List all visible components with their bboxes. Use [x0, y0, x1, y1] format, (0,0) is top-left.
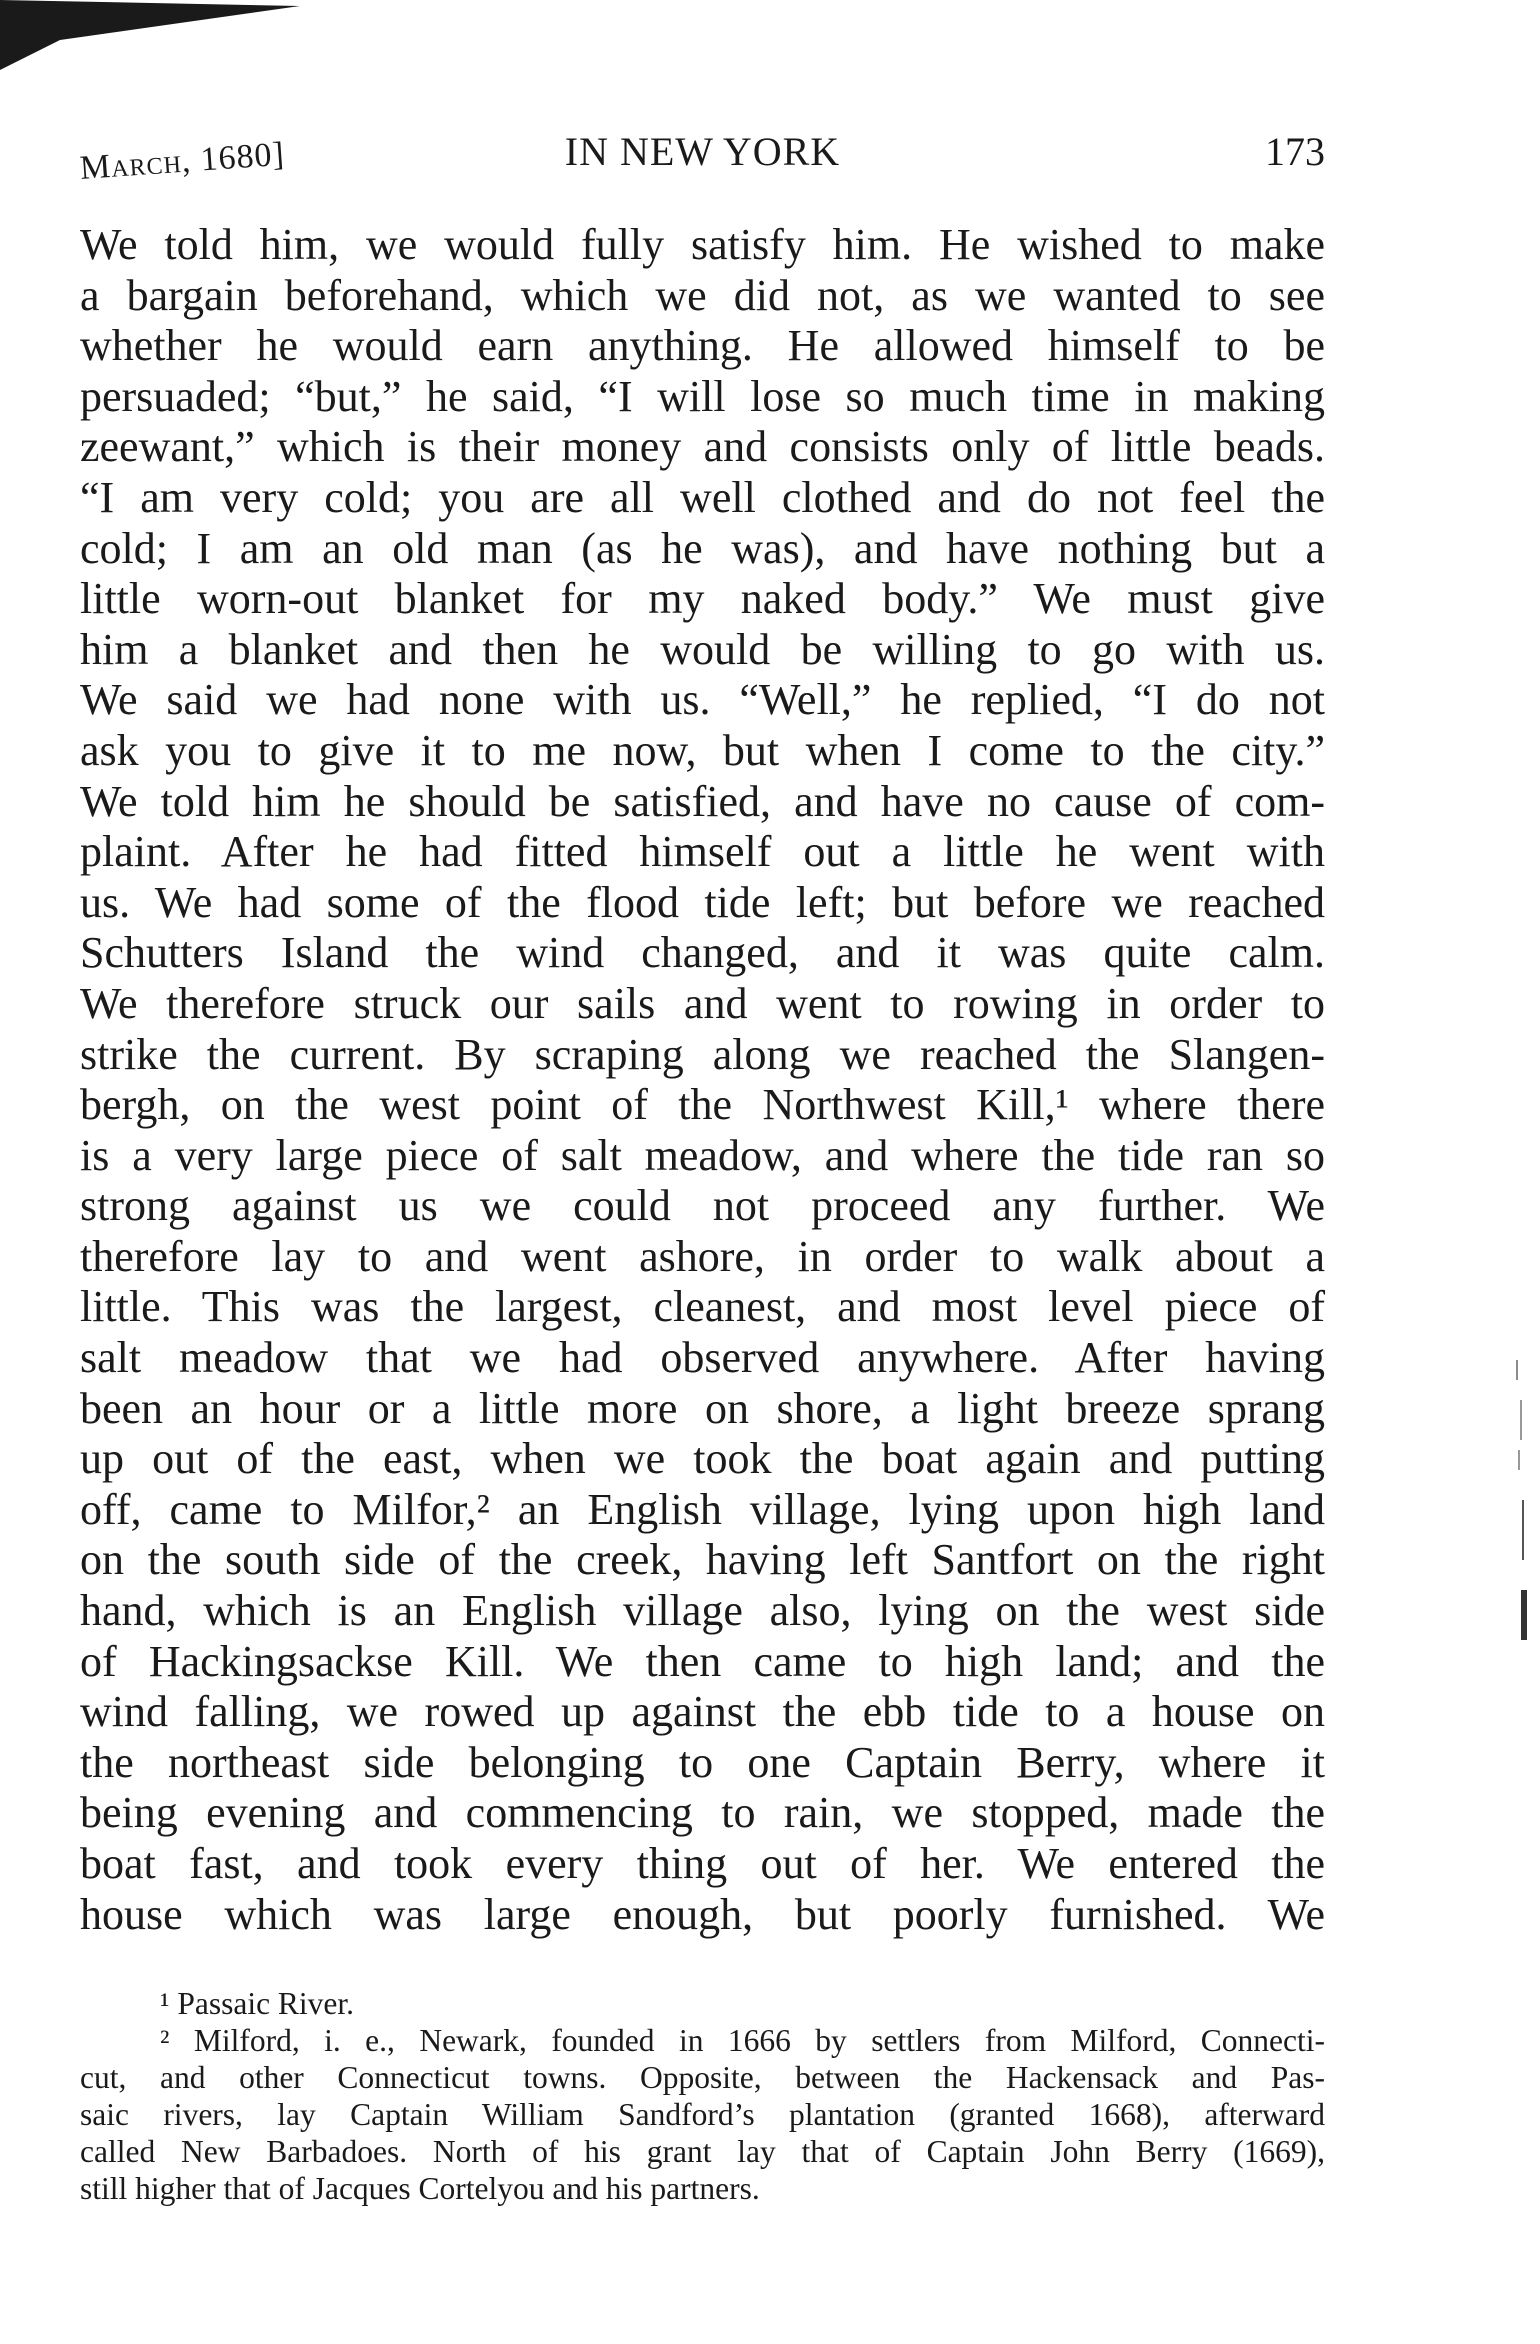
body-line: strong against us we could not proceed any further. We: [80, 1181, 1325, 1231]
body-line: cold; I am an old man (as he was), and have nothing but a: [80, 523, 1325, 573]
body-line: is a very large piece of salt meadow, and where the tide ran so: [80, 1130, 1325, 1180]
body-line: therefore lay to and went ashore, in order to walk about a: [80, 1231, 1325, 1281]
body-line: him a blanket and then he would be willing to go with us.: [80, 624, 1325, 674]
footnote-line: called New Barbadoes. North of his grant lay that of Captain John Berry (1669),: [80, 2134, 1325, 2169]
body-line: a bargain beforehand, which we did not, as we wanted to see: [80, 270, 1325, 320]
body-line: been an hour or a little more on shore, a light breeze sprang: [80, 1383, 1325, 1433]
body-line: persuaded; “but,” he said, “I will lose so much time in making: [80, 371, 1325, 421]
body-line: “I am very cold; you are all well clothed and do not feel the: [80, 472, 1325, 522]
footnotes: [80, 1985, 1325, 2207]
body-line: strike the current. By scraping along we reached the Slangen-: [80, 1029, 1325, 1079]
footnote-line: saic rivers, lay Captain William Sandford’s plantation (granted 1668), afterward: [80, 2097, 1325, 2132]
running-head: [80, 128, 1325, 188]
body-line: of Hackingsackse Kill. We then came to high land; and the: [80, 1636, 1325, 1686]
body-line: We told him, we would fully satisfy him. He wished to make: [80, 220, 1325, 269]
body-line: We said we had none with us. “Well,” he replied, “I do not: [80, 675, 1325, 725]
body-line: up out of the east, when we took the boat again and putting: [80, 1434, 1325, 1484]
body-line: ask you to give it to me now, but when I come to the city.”: [80, 725, 1325, 775]
body-line: wind falling, we rowed up against the ebb tide to a house on: [80, 1687, 1325, 1737]
body-line: zeewant,” which is their money and consists only of little beads.: [80, 422, 1325, 472]
body-line: off, came to Milfor,² an English village, lying upon high land: [80, 1484, 1325, 1534]
body-line: us. We had some of the flood tide left; but before we reached: [80, 877, 1325, 927]
body-line: boat fast, and took every thing out of her. We entered the: [80, 1839, 1325, 1888]
body-line: hand, which is an English village also, lying on the west side: [80, 1586, 1325, 1636]
body-line: the northeast side belonging to one Captain Berry, where it: [80, 1737, 1325, 1787]
body-text: [80, 220, 1325, 1940]
scan-corner-shadow: [0, 0, 300, 70]
body-line: We told him he should be satisfied, and have no cause of com-: [80, 776, 1325, 826]
running-head-title: IN NEW YORK: [564, 129, 841, 174]
body-line: little. This was the largest, cleanest, and most level piece of: [80, 1282, 1325, 1332]
body-line: plaint. After he had fitted himself out a little he went with: [80, 827, 1325, 877]
running-head-date: March, 1680]: [78, 135, 286, 187]
body-line: Schutters Island the wind changed, and it was quite calm.: [80, 928, 1325, 978]
page-number: 173: [1265, 129, 1325, 174]
body-line: little worn-out blanket for my naked body.” We must give: [80, 574, 1325, 624]
body-line: on the south side of the creek, having left Santfort on the right: [80, 1535, 1325, 1585]
body-line: being evening and commencing to rain, we stopped, made the: [80, 1788, 1325, 1838]
footnote-line: ² Milford, i. e., Newark, founded in 1666 by settlers from Milford, Connecti-: [160, 2023, 1325, 2058]
body-line: We therefore struck our sails and went to rowing in order to: [80, 978, 1325, 1028]
body-line: salt meadow that we had observed anywhere. After having: [80, 1333, 1325, 1383]
footnote-line: still higher that of Jacques Cortelyou and his partners.: [80, 2171, 760, 2206]
footnote-line: ¹ Passaic River.: [160, 1986, 355, 2021]
footnote-line: cut, and other Connecticut towns. Opposite, between the Hackensack and Pas-: [80, 2060, 1325, 2095]
body-line: house which was large enough, but poorly furnished. We: [80, 1889, 1325, 1939]
body-line: bergh, on the west point of the Northwest Kill,¹ where there: [80, 1080, 1325, 1130]
scan-margin-marks: [1515, 1360, 1535, 1660]
body-line: whether he would earn anything. He allowed himself to be: [80, 321, 1325, 371]
